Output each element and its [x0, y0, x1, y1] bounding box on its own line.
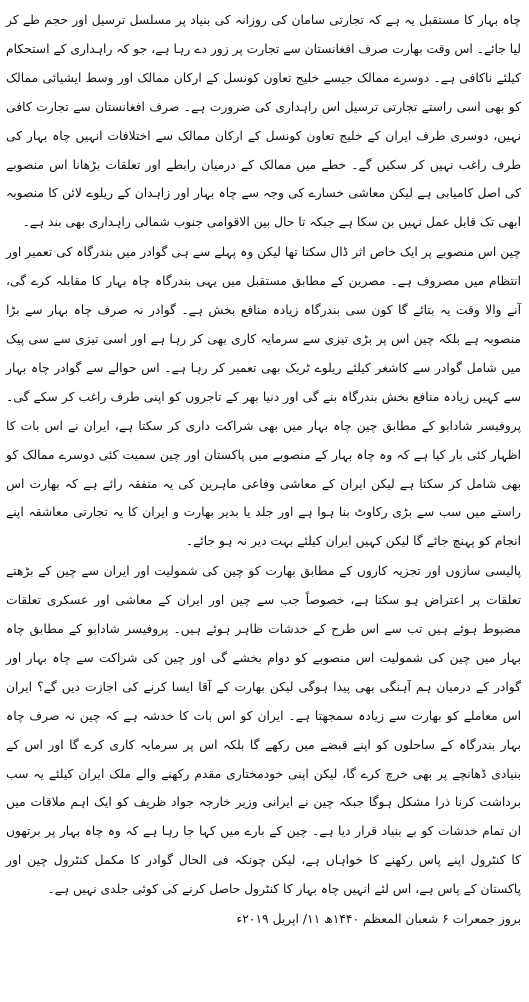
article-paragraph-3: پالیسی سازوں اور تجزیہ کاروں کے مطابق بھارت کو چین کی شمولیت اور ایران سے چین کے بڑھتے تعلقات پر اعتراض ہو سکتا ہے، خصوصاً جب سے چین اور ایران کے معاشی اور عسکری تعلقات مضبوط ہوئے ہیں تب سے اس طرح کے خدشات ظاہر ہوئے ہیں۔ پروفیسر شادابو کے مطابق چاہ بہار میں چین کی شمولیت اس منصوبے کو دوام بخشے گی اور چین کی شراکت سے چاہ بہار اور گوادر کے درمیان ہم آہنگی بھی پیدا ہوگی لیکن بھارت کے آقا ایسا کرنے کی اجازت دیں گے؟ ایران اس معاملے کو بھارت سے زیادہ سمجھتا ہے۔ ایران کو اس بات کا خدشہ ہے کہ چین نہ صرف چاہ بہار بندرگاہ کے ساحلوں کو اپنے قبضے میں رکھے گا بلکہ اس پر سرمایہ کاری کرے گا اور اس کے بنیادی ڈھانچے پر بھی خرچ کرے گا، لیکن اپنی خودمختاری مقدم رکھنے والے ملک ایران کیلئے یہ سب برداشت کرنا ذرا مشکل ہوگا جبکہ چین نے ایرانی وزیر خارجہ جواد ظریف کو ایک اہم ملاقات میں ان تمام خدشات کو بے بنیاد قرار دیا ہے۔ چین کے بارے میں کہا جا رہا ہے کہ وہ چاہ بہار پر برتھوں کا کنٹرول اپنے پاس رکھنے کا خواہاں ہے، لیکن چونکہ فی الحال گوادر کا مکمل کنٹرول چین اور پاکستان کے پاس ہے، اس لئے انہیں چاہ بہار کا کنٹرول حاصل کرنے کی کوئی جلدی نہیں ہے۔ [6, 564, 521, 897]
article-paragraph-1: چاہ بہار کا مستقبل یہ ہے کہ تجارتی سامان کی روزانہ کی بنیاد پر مسلسل ترسیل اور حجم طے کر لیا جائے۔ اس وقت بھارت صرف افغانستان سے تجارت پر زور دے رہا ہے، جو کہ راہداری کے استحکام کیلئے ناکافی ہے۔ دوسرے ممالک جیسے خلیج تعاون کونسل کے ارکان ممالک اور وسط ایشیائی ممالک کو بھی اسی راستے تجارتی ترسیل اس راہداری کی ضرورت ہے۔ صرف افغانستان سے تجارت کافی نہیں، دوسری طرف ایران کے خلیج تعاون کونسل کے ارکان ممالک سے اختلافات انہیں چاہ بہار کی طرف راغب نہیں کر سکیں گے۔ خطے میں ممالک کے درمیان رابطے اور تعلقات بڑھانا اس منصوبے کی اصل کامیابی ہے لیکن معاشی خسارے کی وجہ سے چاہ بہار اور زاہدان کے ریلوے لائن کا منصوبہ ابھی تک قابل عمل نہیں بن سکا ہے جبکہ تا حال بین الاقوامی جنوب شمالی راہداری بھی بند ہے۔ [6, 13, 521, 230]
article-paragraph-2: چین اس منصوبے پر ایک خاص اثر ڈال سکتا تھا لیکن وہ پہلے سے ہی گوادر میں بندرگاہ کی تعمیر اور انتظام میں مصروف ہے۔ مصرین کے مطابق مستقبل میں یہی بندرگاہ چاہ بہار کا مقابلہ کرے گی، آنے والا وقت یہ بتائے گا کون سی بندرگاہ زیادہ منافع بخش ہے۔ گوادر نہ صرف چاہ بہار سے بڑا منصوبہ ہے بلکہ چین اس پر بڑی تیزی سے سرمایہ کاری بھی کر رہا ہے اور اسی تیزی سے سی پیک میں شامل گوادر سے کاشغر کیلئے ریلوے ٹریک بھی تعمیر کر رہا ہے۔ اس حوالے سے گوادر چاہ بہار سے کہیں زیادہ منافع بخش بندرگاہ بنے گی اور دنیا بھر کے تاجروں کو اپنی طرف راغب کر سکے گی۔ پروفیسر شادابو کے مطابق چین چاہ بہار میں بھی شراکت داری کر سکتا ہے، ایران نے اس بات کا اظہار کئی بار کیا ہے کہ وہ چاہ بہار کے منصوبے میں پاکستان اور چین سمیت کئی دوسرے ممالک کو بھی شامل کر سکتا ہے لیکن ایران کے معاشی وفاعی ماہرین کی یہ متفقہ رائے ہے کہ بھارت اس راستے میں سب سے بڑی رکاوٹ بنا ہوا ہے اور جلد یا بدیر بھارت و ایران کا یہ تجارتی معاشقہ اپنے انجام کو پہنچ جائے گا لیکن کہیں ایران کیلئے بہت دیر نہ ہو جائے۔ [6, 245, 521, 549]
article-dateline: بروز جمعرات ۶ شعبان المعظم ۱۴۴۰ھ ۱۱/ اپریل ۲۰۱۹ء [236, 912, 521, 927]
